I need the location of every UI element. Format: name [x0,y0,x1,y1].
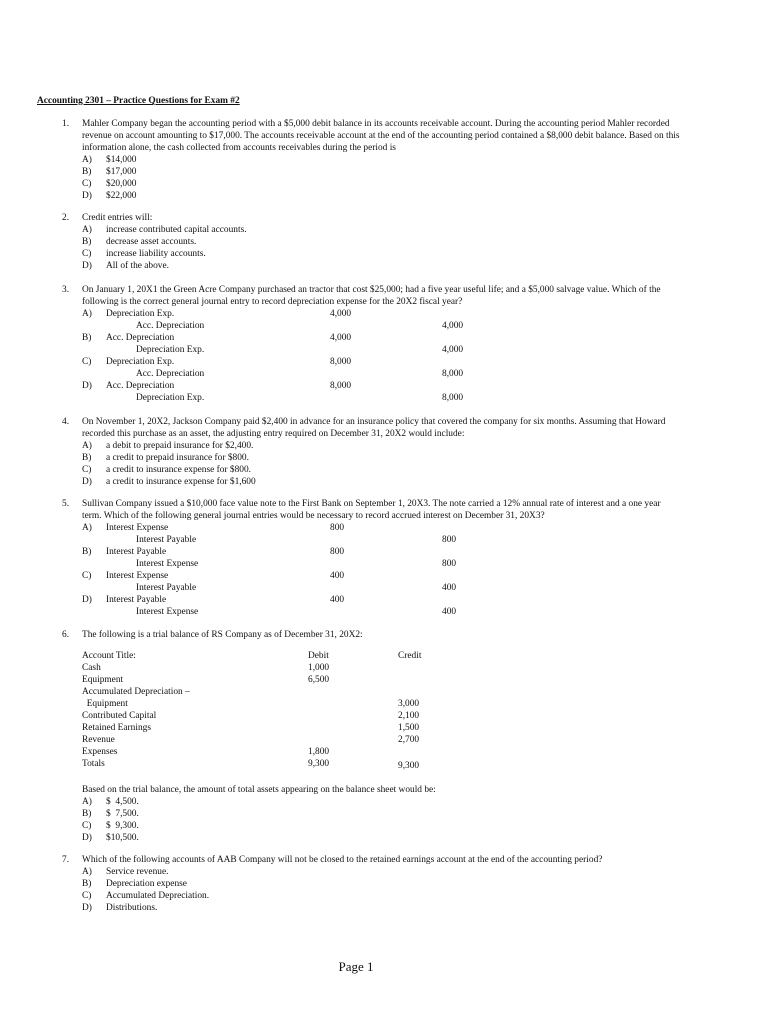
table-row: Cash 1,000 [82,663,330,673]
entry-d-debit: D) Acc. Depreciation 8,000 [82,381,352,391]
table-row: Account Title: Debit Credit [82,651,422,661]
entry-b-debit: B) Acc. Depreciation 4,000 [82,333,352,343]
question-2 [62,212,682,272]
question-4 [62,416,682,488]
question-5 [62,498,682,618]
question-number: 4. [62,417,70,427]
page-number: Page 1 [338,959,374,974]
option-d: D) a credit to insurance expense for $1,600 [82,477,256,487]
table-row: Totals 9,300 9,300 [82,759,420,771]
question-text: Credit entries will: [82,213,153,223]
trial-balance-table [82,650,682,770]
entry-c-debit: C) Depreciation Exp. 8,000 [82,357,352,367]
entry-a-credit: Acc. Depreciation 4,000 [136,321,464,331]
question-number: 3. [62,285,70,295]
option-a: A) increase contributed capital accounts. [82,225,247,235]
option-b: B) $ 7,500. [82,809,139,819]
option-c: C) $ 9,300. [82,821,139,831]
question-number: 1. [62,119,70,129]
journal-entry-options [82,522,682,618]
entry-b-debit: B) Interest Payable 800 [82,547,345,557]
entry-d-credit: Interest Expense 400 [136,607,457,617]
option-b: B) decrease asset accounts. [82,237,197,247]
question-text: The following is a trial balance of RS Company as of December 31, 20X2: [82,630,363,640]
answer-options [82,866,682,914]
question-1 [62,118,682,202]
option-c: C) Accumulated Depreciation. [82,891,210,901]
question-text: Which of the following accounts of AAB Company will not be closed to the retained earnings account at the end of the accounting period? [82,855,603,865]
option-d: D) $22,000 [82,191,137,201]
entry-b-credit: Depreciation Exp. 4,000 [136,345,464,355]
question-number: 6. [62,630,70,640]
option-b: B) a credit to prepaid insurance for $800. [82,453,249,463]
table-row: Retained Earnings 1,500 [82,723,420,733]
option-d: D) Distributions. [82,903,158,913]
entry-d-credit: Depreciation Exp. 8,000 [136,393,464,403]
table-row: Contributed Capital 2,100 [82,711,420,721]
question-text: On November 1, 20X2, Jackson Company paid $2,400 in advance for an insurance policy that covered the company for six months. Assuming that Howard recorded this purchase as an asset, the adjusting entry required on December 31, 20X2 would include: [82,417,666,439]
option-a: A) a debit to prepaid insurance for $2,400. [82,441,254,451]
question-7 [62,854,682,914]
option-a: A) $ 4,500. [82,797,139,807]
table-row: Revenue 2,700 [82,735,420,745]
question-text: On January 1, 20X1 the Green Acre Company purchased an tractor that cost $25,000; had a five year useful life; and a $5,000 salvage value. Which of the following is the correct general journal entry to record depreciation expense for the 20X2 fiscal year? [82,285,661,307]
entry-d-debit: D) Interest Payable 400 [82,595,345,605]
entry-c-credit: Interest Payable 400 [136,583,457,593]
option-c: C) increase liability accounts. [82,249,206,259]
entry-a-debit: A) Depreciation Exp. 4,000 [82,309,352,319]
table-row: Equipment 6,500 [82,675,330,685]
question-number: 2. [62,213,70,223]
answer-options [82,440,682,488]
entry-c-debit: C) Interest Expense 400 [82,571,345,581]
option-c: C) a credit to insurance expense for $800. [82,465,251,475]
answer-options [82,224,682,272]
entry-c-credit: Acc. Depreciation 8,000 [136,369,464,379]
document-title: Accounting 2301 – Practice Questions for Exam #2 [37,96,240,106]
entry-a-debit: A) Interest Expense 800 [82,523,345,533]
option-b: B) Depreciation expense [82,879,187,889]
entry-b-credit: Interest Expense 800 [136,559,457,569]
table-row: Accumulated Depreciation – [82,687,190,697]
question-6 [62,629,682,844]
journal-entry-options [82,308,682,404]
table-row: Equipment 3,000 [82,699,420,709]
question-3 [62,284,682,404]
option-a: A) $14,000 [82,155,137,165]
question-number: 7. [62,855,70,865]
question-number: 5. [62,499,70,509]
question-followup-text: Based on the trial balance, the amount of total assets appearing on the balance sheet would be: [82,785,436,795]
option-a: A) Service revenue. [82,867,169,877]
answer-options [82,796,682,844]
answer-options [82,154,682,202]
option-b: B) $17,000 [82,167,137,177]
entry-a-credit: Interest Payable 800 [136,535,457,545]
option-d: D) $10,500. [82,833,139,843]
table-row: Expenses 1,800 [82,747,330,757]
option-c: C) $20,000 [82,179,137,189]
question-text: Mahler Company began the accounting period with a $5,000 debit balance in its accounts receivable account. During the accounting period Mahler recorded revenue on account amounting to $17,000. The accounts receivable account at the end of the accounting period contained a $8,000 debit balance. Based on this information alone, the cash collected from accounts receivables during the period is [82,119,680,153]
question-text: Sullivan Company issued a $10,000 face value note to the First Bank on September 1, 20X3. The note carried a 12% annual rate of interest and a one year term. Which of the following general journal entries would be necessary to record accrued interest on December 31, 20X3? [82,499,661,521]
option-d: D) All of the above. [82,261,170,271]
